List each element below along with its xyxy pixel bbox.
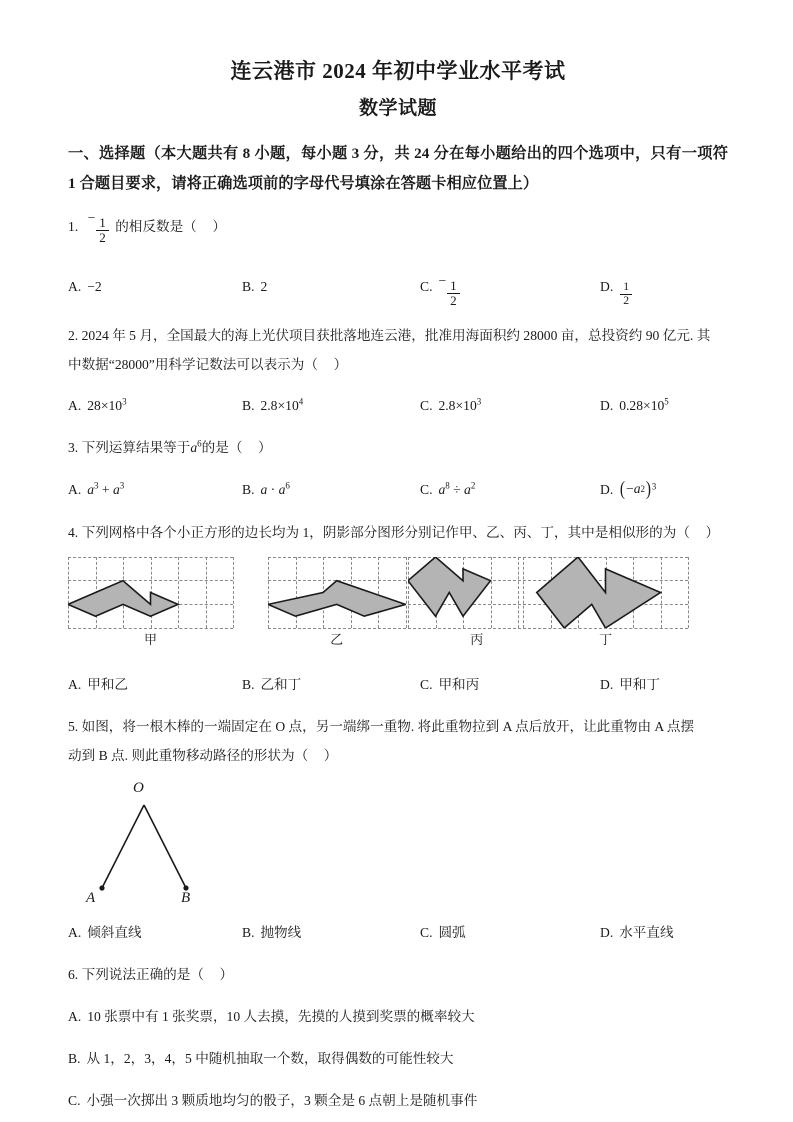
figure-ding-shape [523, 557, 688, 628]
option-5-d-label: D. [600, 924, 614, 940]
question-3-stem [68, 433, 728, 462]
option-2-c-label: C. [420, 397, 433, 413]
fraction-denominator: 2 [96, 230, 109, 245]
option-2-a-mantissa: 28 [87, 397, 101, 413]
option-1-b-label: B. [242, 279, 255, 295]
option-2-d-base: 10 [650, 397, 665, 413]
option-2-a-label: A. [68, 397, 82, 413]
option-3-b-value: $a \cdot a^6$ [260, 480, 290, 497]
question-4-number: 4. [68, 524, 79, 540]
question-5-line-1 [68, 712, 728, 741]
option-4-a[interactable] [68, 671, 242, 699]
option-1-d-num: 1 [623, 280, 630, 294]
question-4-stem [68, 518, 728, 547]
option-2-b[interactable] [242, 392, 420, 420]
question-1-stem [68, 212, 728, 254]
pendulum-label-a: A [86, 889, 96, 906]
option-2-d-label: D. [600, 397, 614, 413]
question-2-stem [68, 321, 728, 379]
option-6-b-label: B. [68, 1050, 81, 1066]
option-2-a-base: 10 [108, 397, 123, 413]
question-3-text-after: 的是（ [201, 439, 243, 455]
page-subtitle: 数学试题 [358, 98, 437, 119]
option-3-b-label: B. [242, 481, 255, 497]
option-2-c-mantissa: 2.8 [438, 397, 456, 413]
option-1-d-value [619, 268, 633, 307]
option-2-d-times: × [643, 397, 651, 413]
figure-jia [68, 557, 233, 649]
question-2-number: 2. [68, 327, 79, 343]
option-4-c-label: C. [420, 676, 433, 692]
option-6-c-value: 小强一次掷出 3 颗质地均匀的骰子，3 颗全是 6 点朝上是随机事件 [86, 1092, 478, 1108]
figure-jia-caption: 甲 [143, 631, 157, 647]
question-2-close-paren: ） [333, 356, 348, 372]
option-2-b-base: 10 [285, 397, 299, 413]
question-4-options [68, 671, 728, 699]
option-5-c-label: C. [420, 924, 433, 940]
section-heading: 一、选择题（本大题共有 8 小题，每小题 3 分，共 24 分在每小题给出的四个选项中，只有一项符 1 合题目要求，请将正确选项前的字母代号填涂在答题卡相应位置上） [68, 145, 728, 192]
option-3-a-label: A. [68, 481, 82, 497]
option-4-b[interactable] [242, 671, 420, 699]
option-6-a-value: 10 张票中有 1 张奖票，10 人去摸，先摸的人摸到奖票的概率较大 [87, 1008, 475, 1024]
option-2-b-exp: 4 [298, 396, 304, 407]
option-2-c-base: 10 [463, 397, 477, 413]
question-3-number: 3. [68, 439, 79, 455]
figure-ding-caption: 丁 [598, 631, 612, 647]
figure-yi-grid [268, 557, 406, 628]
question-5-stem [68, 712, 728, 770]
option-1-b-value: 2 [260, 279, 268, 295]
question-4-close-paren: ） [705, 524, 720, 540]
figure-ding [523, 557, 688, 649]
option-5-b-value: 抛物线 [260, 924, 302, 940]
question-6-option-b[interactable] [68, 1044, 728, 1073]
figure-jia-shape [68, 557, 233, 628]
option-3-c-label: C. [420, 481, 433, 497]
question-3-variable: a [190, 439, 198, 455]
option-1-b[interactable] [242, 267, 420, 308]
option-3-c[interactable] [420, 475, 600, 505]
pendulum-label-b: B [181, 889, 191, 906]
option-5-b[interactable] [242, 919, 420, 947]
question-5-line-2 [68, 741, 728, 770]
question-2-line-1 [68, 321, 728, 350]
option-2-a[interactable] [68, 392, 242, 420]
option-1-c-label: C. [420, 279, 433, 295]
pendulum-label-o: O [133, 779, 144, 796]
option-5-c[interactable] [420, 919, 600, 947]
question-3-exponent: 6 [197, 438, 202, 449]
question-2-line-2 [68, 350, 728, 379]
option-1-a-label: A. [68, 279, 82, 295]
question-4-figures [68, 557, 728, 653]
option-5-d[interactable] [600, 919, 728, 947]
option-2-d-mantissa: 0.28 [619, 397, 644, 413]
option-1-c-sign: − [438, 272, 447, 288]
option-1-c-num: 1 [450, 278, 457, 294]
figure-yi [268, 557, 406, 649]
question-2-text-1: 2024 年 5 月，全国最大的海上光伏项目获批落地连云港，批准用海面积约 28000 亩，总投资约 90 亿元. 其 [81, 327, 711, 343]
option-4-d[interactable] [600, 671, 728, 699]
figure-yi-caption: 乙 [330, 631, 344, 647]
option-5-a[interactable] [68, 919, 242, 947]
question-6-option-a[interactable] [68, 1002, 728, 1031]
option-5-c-value: 圆弧 [438, 924, 466, 940]
fraction-numerator: 1 [99, 215, 106, 231]
option-4-d-label: D. [600, 676, 614, 692]
question-1-options [68, 267, 728, 308]
question-5-number: 5. [68, 718, 79, 734]
question-2-text-2: 中数据“28000”用科学记数法可以表示为（ [68, 356, 318, 372]
option-4-d-value: 甲和丁 [619, 676, 660, 692]
page-content [68, 55, 728, 1115]
question-6-stem [68, 960, 728, 989]
option-6-b-value: 从 1，2，3，4，5 中随机抽取一个数，取得偶数的可能性较大 [86, 1050, 454, 1066]
option-3-d-label: D. [600, 481, 614, 497]
question-5-figure [80, 780, 280, 915]
option-2-c-times: × [455, 397, 464, 413]
option-4-b-label: B. [242, 676, 255, 692]
page-title: 连云港市 2024 年初中学业水平考试 [230, 59, 566, 83]
option-1-d[interactable] [600, 267, 728, 308]
option-1-a-value: −2 [87, 279, 102, 295]
option-2-a-value [87, 392, 126, 420]
option-1-c[interactable] [420, 267, 600, 308]
figure-bing-caption: 丙 [470, 631, 484, 647]
option-2-c-value [438, 392, 481, 420]
question-3-close-paren: ） [258, 439, 272, 455]
option-3-a[interactable] [68, 475, 242, 505]
option-6-c-label: C. [68, 1092, 81, 1108]
option-1-d-den: 2 [620, 294, 632, 307]
question-6-text: 下列说法正确的是（ [81, 966, 204, 982]
option-1-a[interactable] [68, 267, 242, 308]
question-6-close-paren: ） [219, 966, 234, 982]
question-4-text: 下列网格中各个小正方形的边长均为 1，阴影部分图形分别记作甲、乙、丙、丁，其中是相似形的为（ [81, 524, 690, 540]
option-3-d-value: ( − a 2 ) $^3$ [620, 477, 657, 500]
option-5-a-value: 倾斜直线 [87, 924, 142, 940]
question-1-close-paren: ） [212, 219, 226, 234]
question-5-close-paren: ） [323, 747, 338, 763]
question-5-text-2: 动到 B 点. 则此重物移动路径的形状为（ [68, 747, 309, 763]
option-4-c-value: 甲和丙 [438, 676, 480, 692]
option-2-d-value [619, 392, 669, 420]
question-5-text-1: 如图，将一根木棒的一端固定在 O 点，另一端绑一重物. 将此重物拉到 A 点后放开，让此重物由 A 点摆 [81, 718, 695, 734]
option-5-a-label: A. [68, 924, 82, 940]
option-2-a-exp: 3 [122, 396, 127, 407]
option-4-b-value: 乙和丁 [260, 676, 302, 692]
figure-yi-shape [268, 557, 406, 628]
option-3-b[interactable] [242, 475, 420, 505]
option-2-c-exp: 3 [476, 396, 482, 407]
option-5-d-value: 水平直线 [619, 924, 674, 940]
option-6-a-label: A. [68, 1008, 82, 1024]
option-4-a-value: 甲和乙 [87, 676, 128, 692]
option-2-d-exp: 5 [664, 396, 669, 407]
option-3-c-value: $a^8 \div a^2$ [438, 480, 476, 497]
question-6-number: 6. [68, 966, 79, 982]
option-2-d[interactable] [600, 392, 728, 420]
question-3-options [68, 475, 728, 505]
option-2-c[interactable] [420, 392, 600, 420]
question-1-fraction [88, 203, 110, 245]
figure-jia-grid [68, 557, 233, 628]
question-1-number: 1. [68, 219, 79, 234]
question-1-text: 的相反数是（ [115, 219, 197, 234]
figure-ding-grid [523, 557, 688, 628]
option-1-d-label: D. [600, 279, 614, 295]
option-4-c[interactable] [420, 671, 600, 699]
question-2-options [68, 392, 728, 420]
option-4-a-label: A. [68, 676, 82, 692]
option-2-b-value [260, 392, 303, 420]
option-1-c-den: 2 [447, 293, 460, 308]
option-1-c-value [438, 267, 460, 308]
pendulum-drawing [80, 780, 280, 915]
option-3-d[interactable] [600, 475, 728, 505]
option-2-b-times: × [277, 397, 286, 413]
question-6-option-c[interactable] [68, 1086, 728, 1115]
option-2-a-times: × [100, 397, 109, 413]
question-5-options [68, 919, 728, 947]
option-2-b-mantissa: 2.8 [260, 397, 278, 413]
option-5-b-label: B. [242, 924, 255, 940]
fraction-sign: − [87, 210, 96, 225]
option-2-b-label: B. [242, 397, 255, 413]
option-3-a-value: $a^3 + a^3$ [87, 480, 125, 497]
question-3-text-before: 下列运算结果等于 [81, 439, 191, 455]
